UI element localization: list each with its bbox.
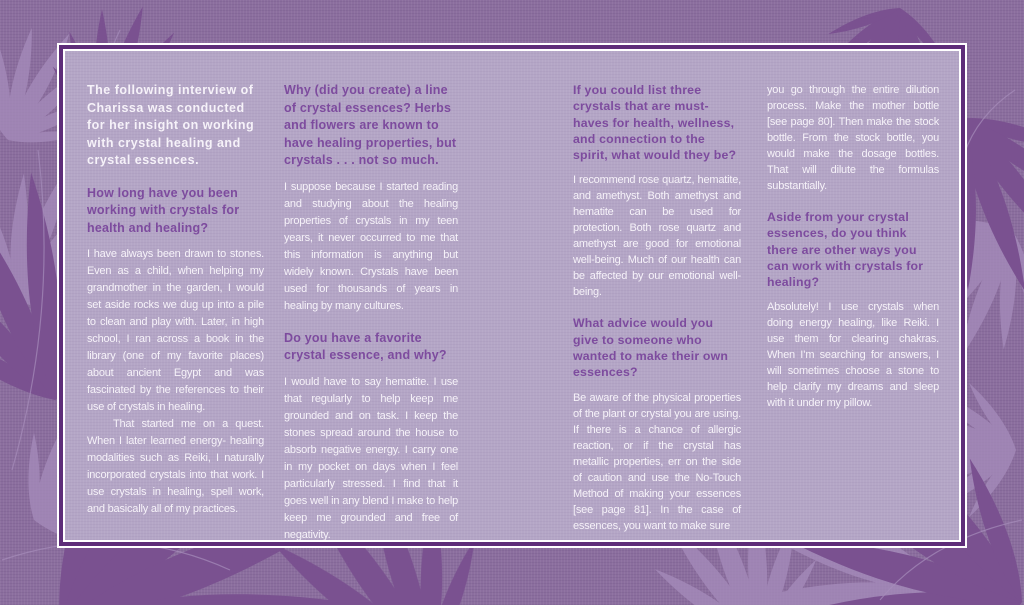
answer-paragraph: I suppose because I started reading and studying about the healing properties of crystals in my teen years, it never occurred to me that this information is anything but widely known. Crystals have been used for thousands of years in healing by many cultures. xyxy=(284,180,458,312)
answer-paragraph: I recommend rose quartz, hematite, and amethyst. Both amethyst and hematite can be used for protection. Both rose quartz and amethyst are good for emotional well-being. Much of our health can be affected by our emotional well-being. xyxy=(573,174,741,299)
interview-page-panel xyxy=(63,49,961,542)
answer-paragraph: That started me on a quest. When I later learned energy- healing modalities such as Reiki, I naturally incorporated crystals into that work. I use crystals in healing, spell work, and basically all of my practices. xyxy=(87,418,264,515)
column-layout xyxy=(65,51,959,540)
double-rule-border xyxy=(57,43,967,548)
border-stripe xyxy=(59,45,965,546)
question-three-crystals: If you could list three crystals that are must-haves for health, wellness, and connection to the spirit, what would they be? xyxy=(573,83,737,163)
answer-paragraph: I would have to say hematite. I use that regularly to help keep me grounded and on task. I keep the stones spread around the house to absorb negative energy. I carry one in my pocket on days when I feel particularly stressed. I find that it goes well in any blend I make to help keep me grounded and free of negativity. xyxy=(284,375,458,540)
answer-paragraph: Be aware of the physical properties of the plant or crystal you are using. If there is a chance of allergic reaction, or if the crystal has metallic properties, err on the side of caution and use the No-Touch Method of making your essences [see page 81]. In the case of essences, you want to make sure xyxy=(573,391,741,532)
question-favorite-essence: Do you have a favorite crystal essence, and why? xyxy=(284,330,447,362)
answer-paragraph: I have always been drawn to stones. Even as a child, when helping my grandmother in the garden, I would set aside rocks we dug up into a pile to clean and play with. Later, in high school, I ran across a book in the library (one of my favorite places) about ancient Egypt and was fascinated by the references to their use of crystals in healing. xyxy=(87,248,264,413)
question-how-long: How long have you been working with crystals for health and healing? xyxy=(87,185,240,235)
question-advice-own-essences: What advice would you give to someone who wanted to make their own essences? xyxy=(573,316,729,380)
question-why-create-line: Why (did you create) a line of crystal essences? Herbs and flowers are known to have healing properties, but crystals . . . not so much. xyxy=(284,83,457,167)
column-1 xyxy=(87,82,264,540)
column-3 xyxy=(573,82,741,540)
column-2 xyxy=(284,82,458,540)
answer-paragraph-continued: you go through the entire dilution process. Make the mother bottle [see page 80]. Then make the stock bottle. From the stock bottle, you would make the dosage bottles. That will dilute the formulas substantially. xyxy=(767,84,939,192)
question-other-ways: Aside from your crystal essences, do you think there are other ways you can work with crystals for healing? xyxy=(767,210,924,290)
interview-intro: The following interview of Charissa was conducted for her insight on working with crystal healing and crystal essences. xyxy=(87,83,255,167)
column-4 xyxy=(767,82,939,540)
answer-paragraph: Absolutely! I use crystals when doing energy healing, like Reiki. I use them for clearing chakras. When I’m searching for answers, I will sometimes choose a stone to help clarify my dreams and sleep with it under my pillow. xyxy=(767,301,939,410)
